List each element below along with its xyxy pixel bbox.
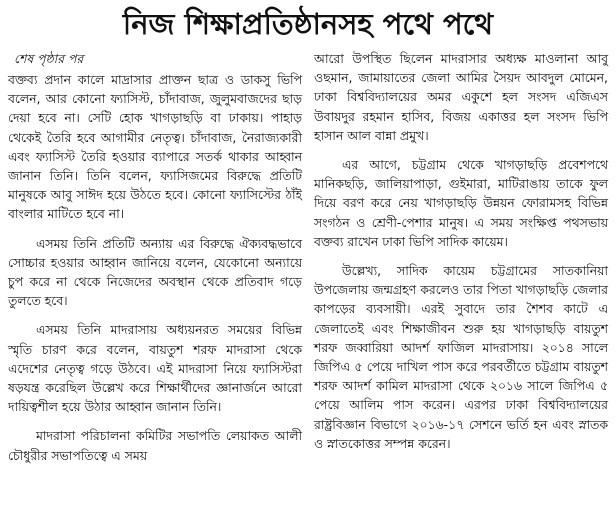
paragraph: এর আগে, চট্টগ্রাম থেকে খাগড়াছড়ি প্রবেশপথে মানিকছড়ি, জালিয়াপাড়া, গুইমারা, মাটিরাঙায় তাকে ফুল দিয়ে বরণ করে নেয় খাগড়াছড়ি উন্নয়ন ফোরামসহ বিভিন্ন সংগঠন ও শ্রেণী-পেশার মানুষ। এ সময় সংক্ষিপ্ত পথসভায় বক্তব্য রাখেন ঢাকা ভিপি সাদিক কায়েম।	[314, 157, 608, 249]
left-column	[8, 49, 302, 475]
paragraph: উল্লেখ্য, সাদিক কায়েম চট্টগ্রামের সাতকানিয়া উপজেলায় জন্মগ্রহণ করলেও তার পিতা খাগড়াছড়ি জেলার কাপড়ের ব্যবসায়ী। এরই সুবাদে তার শৈশব কাটে এ জেলাতেই এবং শিক্ষাজীবন শুরু হয় খাগড়াছড়ি বায়তুশ শরফ জব্বারিয়া আদর্শ ফাজিল মাদরাসায়। ২০১৪ সালে জিপিএ ৫ পেয়ে দাখিল পাস করে পরবর্তীতে চট্টগ্রাম বায়তুশ শরফ আদর্শ কামিল মাদরাসা থেকে ২০১৬ সালে জিপিএ ৫ পেয়ে আলিম পাস করেন। এরপর ঢাকা বিশ্ববিদ্যালয়ের রাষ্ট্রবিজ্ঞান বিভাগে ২০১৬-১৭ সেশনে ভর্তি হন এবং স্নাতক ও স্নাতকোত্তর সম্পন্ন করেন।	[314, 263, 608, 451]
paragraph: মাদরাসা পরিচালনা কমিটির সভাপতি লেয়াকত আলী চৌধুরীর সভাপতিত্বে এ সময়	[8, 428, 302, 463]
right-column	[314, 49, 608, 475]
paragraph: এসময় তিনি প্রতিটি অন্যায় এর বিরুদ্ধে ঐক্যবদ্ধভাবে সোচ্চার হওয়ার আহ্বান জানিয়ে বলেন, যেকোনো অন্যায়ে চুপ করে না থেকে নিজেদের অবস্থান থেকে প্রতিবাদ গড়ে তুলতে হবে।	[8, 235, 302, 309]
paragraph: বক্তব্য প্রদান কালে মাদ্রাসার প্রাক্তন ছাত্র ও ডাকসু ভিপি বলেন, আর কোনো ফ্যাসিস্ট, চাঁদাবাজ, জুলুমবাজদের ছাড় দেয়া হবে না। সেটি হোক খাগড়াছড়ি বা ঢাকায়। পাহাড় থেকেই তৈরি হবে আগামীর নেতৃত্ব। চাঁদাবাজ, নৈরাজ্যকারী এবং ফ্যাসিস্ট তৈরি হওয়ার ব্যাপারে সতর্ক থাকার আহ্বান জানান তিনি। তিনি বলেন, ফ্যাসিজমের বিরুদ্ধে প্রতিটি মানুষকে আবু সাঈদ হয়ে উঠতে হবে। কোনো ফ্যাসিস্টের ঠাঁই বাংলার মাটিতে হবে না।	[8, 72, 302, 222]
article-columns	[8, 49, 608, 475]
paragraph: আরো উপস্থিত ছিলেন মাদরাসার অধ্যক্ষ মাওলানা আবু ওছমান, জামায়াতের জেলা আমির সৈয়দ আবদুল মোমেন, ঢাকা বিশ্ববিদ্যালয়ের অমর একুশে হল সংসদ এজিএস উবায়দুর রহমান হাসিব, বিজয় একাত্তর হল সংসদ ভিপি হাসান আল বান্না প্রমুখ।	[314, 51, 608, 143]
paragraph: এসময় তিনি মাদরাসায় অধ্যয়নরত সময়ের বিভিন্ন স্মৃতি চারণ করে বলেন, বায়তুশ শরফ মাদরাসা থেকে এদেশের নেতৃত্ব গড়ে উঠবে। এই মাদরাসা নিয়ে ফ্যাসিস্টরা ষড়যন্ত্র করেছিল উল্লেখ করে শিক্ষার্থীদের জ্ঞানার্জনে আরো দায়িত্বশীল হয়ে উঠার আহ্বান জানান তিনি।	[8, 322, 302, 415]
headline: নিজ শিক্ষাপ্রতিষ্ঠানসহ পথে পথে	[122, 7, 494, 41]
continuation-label: শেষ পৃষ্ঠার পর	[14, 51, 84, 66]
